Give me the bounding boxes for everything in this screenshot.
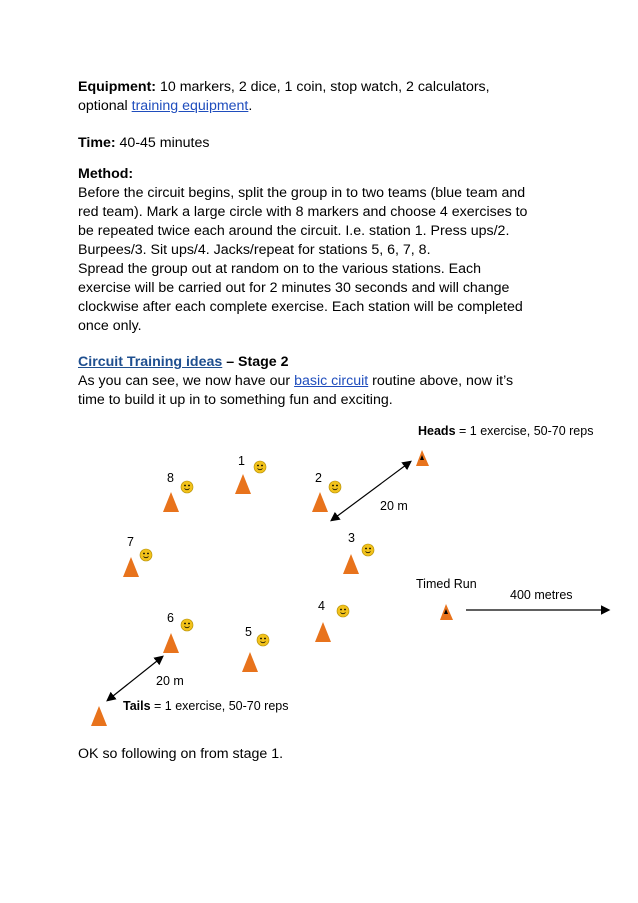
training-equipment-link[interactable]: training equipment: [131, 98, 249, 114]
time-label: Time:: [78, 135, 116, 151]
cone-icon: [235, 474, 251, 494]
method-paragraph: [78, 165, 568, 336]
station-8: [163, 471, 193, 512]
station-7: [123, 535, 152, 577]
heads-cone-icon: [416, 450, 429, 466]
station-number: 7: [127, 535, 134, 549]
smiley-icon: [337, 605, 349, 617]
station-number: 5: [245, 625, 252, 639]
smiley-icon: [329, 481, 341, 493]
timed-run-label: Timed Run: [416, 577, 477, 591]
stage2-suffix: – Stage 2: [222, 354, 289, 370]
cone-icon: [163, 633, 179, 653]
footer-paragraph: [78, 745, 568, 764]
distance-arrow-bottom: [108, 657, 162, 700]
smiley-icon: [362, 544, 374, 556]
stage2-paragraph: [78, 353, 568, 410]
smiley-icon: [181, 619, 193, 631]
station-1: [235, 454, 266, 494]
method-line: Spread the group out at random on to the various stations. Each: [78, 261, 482, 277]
equipment-paragraph: [78, 78, 568, 116]
cone-icon: [312, 492, 328, 512]
station-2: [312, 471, 341, 512]
method-line: Burpees/3. Sit ups/4. Jacks/repeat for stations 5, 6, 7, 8.: [78, 242, 431, 258]
smiley-icon: [254, 461, 266, 473]
station-number: 3: [348, 531, 355, 545]
station-number: 1: [238, 454, 245, 468]
smiley-icon: [140, 549, 152, 561]
tails-cone-icon: [91, 706, 107, 726]
distance-bottom-label: 20 m: [156, 674, 184, 688]
method-line: exercise will be carried out for 2 minutes 30 seconds and will change: [78, 280, 510, 296]
stage2-text-end: routine above, now it’s: [368, 373, 514, 389]
cone-icon: [343, 554, 359, 574]
heads-label: Heads = 1 exercise, 50-70 reps: [418, 424, 594, 438]
method-line: Before the circuit begins, split the group in to two teams (blue team and: [78, 185, 526, 201]
time-text: 40-45 minutes: [115, 135, 210, 151]
circuit-training-ideas-link[interactable]: Circuit Training ideas: [78, 354, 223, 370]
basic-circuit-link[interactable]: basic circuit: [294, 373, 369, 389]
smiley-icon: [257, 634, 269, 646]
cone-icon: [315, 622, 331, 642]
station-number: 4: [318, 599, 325, 613]
station-number: 2: [315, 471, 322, 485]
cone-icon: [123, 557, 139, 577]
method-line: be repeated twice each around the circuit. I.e. station 1. Press ups/2.: [78, 223, 510, 239]
method-line: red team). Mark a large circle with 8 markers and choose 4 exercises to: [78, 204, 528, 220]
smiley-icon: [181, 481, 193, 493]
tails-label: Tails = 1 exercise, 50-70 reps: [123, 699, 289, 713]
run-distance-label: 400 metres: [510, 588, 573, 602]
method-line: once only.: [78, 318, 142, 334]
station-6: [163, 611, 193, 653]
stage2-text: As you can see, we now have our: [78, 373, 295, 389]
equipment-label: Equipment:: [78, 79, 157, 95]
circuit-diagram: [0, 410, 638, 740]
distance-top-label: 20 m: [380, 499, 408, 513]
equipment-end: .: [248, 98, 253, 114]
station-3: [343, 531, 374, 574]
method-line: clockwise after each complete exercise. Each station will be completed: [78, 299, 523, 315]
station-5: [242, 625, 269, 672]
footer-text: OK so following on from stage 1.: [78, 746, 284, 762]
cone-icon: [242, 652, 258, 672]
equipment-text-2: optional: [78, 98, 132, 114]
cone-icon: [163, 492, 179, 512]
station-number: 8: [167, 471, 174, 485]
station-4: [315, 599, 349, 642]
timed-run-cone-icon: [440, 604, 453, 620]
method-label: Method:: [78, 166, 134, 182]
time-paragraph: [78, 134, 568, 153]
stage2-line-2: time to build it up in to something fun and exciting.: [78, 392, 393, 408]
equipment-text: 10 markers, 2 dice, 1 coin, stop watch, 2 calculators,: [156, 79, 490, 95]
station-number: 6: [167, 611, 174, 625]
